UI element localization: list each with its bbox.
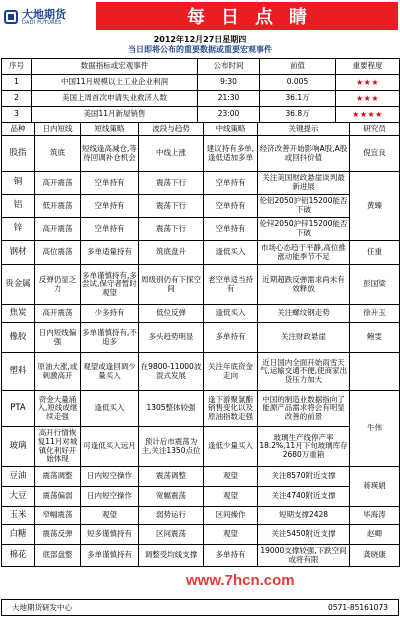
strategy-column-header: 中线策略 [204, 123, 258, 136]
mid-term-strategy: 空单持有 [204, 218, 258, 241]
analyst-name: 徐升玉 [350, 305, 400, 323]
intraday-outlook: 震荡反弹 [35, 525, 81, 545]
swing-trend: 筑底盘升 [139, 241, 204, 265]
macro-release-time: 23:00 [198, 107, 260, 123]
intraday-outlook: 资金大量涌入,短线或继续走强 [35, 391, 81, 427]
intraday-outlook: 高开震荡 [35, 305, 81, 323]
commodity-row [2, 467, 400, 487]
mid-term-strategy: 空单持有 [204, 195, 258, 218]
swing-trend: 区间震荡 [139, 525, 204, 545]
intraday-outlook: 高开震荡 [35, 172, 81, 195]
swing-trend: 震荡下行 [139, 172, 204, 195]
intraday-outlook: 高开震荡 [35, 218, 81, 241]
swing-trend: 1305整体较强 [139, 391, 204, 427]
mid-term-strategy: 逢低买入 [204, 305, 258, 323]
macro-header-row [2, 59, 400, 75]
macro-column-header: 公布时间 [198, 59, 260, 75]
macro-row [2, 107, 400, 123]
short-term-strategy: 观望 [81, 507, 139, 525]
report-date: 2012年12月27日星期四 [153, 35, 247, 44]
mid-term-strategy: 观望 [204, 487, 258, 507]
mid-term-strategy: 关注年底资金走向 [204, 353, 258, 391]
analyst-name: 鲍雯 [350, 323, 400, 353]
commodity-name: 大豆 [2, 487, 35, 507]
importance-stars: ★★★ [336, 91, 400, 107]
watermark-text: www.7hcn.com [186, 572, 295, 589]
mid-term-strategy: 观望 [204, 467, 258, 487]
key-tip: 近日国内全面开始雨雪天气,运输交通不便,使商家出货压力加大 [258, 353, 350, 391]
short-term-strategy: 逢低买入 [81, 391, 139, 427]
intraday-outlook: 窄幅震荡 [35, 507, 81, 525]
macro-event-name: 美国11月新屋销售 [32, 107, 198, 123]
mid-term-strategy: 区间操作 [204, 507, 258, 525]
short-term-strategy: 少多持有 [81, 305, 139, 323]
key-tip: 经济改善开始影响A股,A股或回抖价值 [258, 136, 350, 172]
strategy-column-header: 研究员 [350, 123, 400, 136]
key-tip: 关注财政悬崖 [258, 323, 350, 353]
swing-trend: 多头趋势明显 [139, 323, 204, 353]
macro-column-header: 数据指标或宏观事件 [32, 59, 198, 75]
short-term-strategy: 日内短空操作 [81, 467, 139, 487]
swing-trend: 弱势运行 [139, 507, 204, 525]
intraday-outlook: 高开行情恢复11月对城镇化利好开始体现 [35, 427, 81, 467]
swing-trend: 预计后市震荡为主,关注1350点位 [139, 427, 204, 467]
key-tip: 19000支撑较强,下跌空间或将有限 [258, 545, 350, 567]
key-tip: 关注5450附近支撑 [258, 525, 350, 545]
commodity-row [2, 195, 400, 218]
mid-term-strategy: 逢低少量买入 [204, 427, 258, 467]
macro-row-number: 2 [2, 91, 32, 107]
commodity-row [2, 136, 400, 172]
macro-row [2, 75, 400, 91]
swing-trend: 震荡下行 [139, 195, 204, 218]
key-tip: 短期支撑2428 [258, 507, 350, 525]
strategy-column-header: 品种 [2, 123, 35, 136]
macro-row-number: 3 [2, 107, 32, 123]
commodity-row [2, 305, 400, 323]
commodity-name: 棉花 [2, 545, 35, 567]
mid-term-strategy: 老空单适当持有 [204, 265, 258, 305]
macro-release-time: 9:30 [198, 75, 260, 91]
analyst-name: 龚晓康 [350, 545, 400, 567]
commodity-name: 钢材 [2, 241, 35, 265]
intraday-outlook: 低开震荡 [35, 195, 81, 218]
short-term-strategy: 空单持有 [81, 195, 139, 218]
intraday-outlook: 筑底 [35, 136, 81, 172]
macro-previous-value: 36.1万 [260, 91, 336, 107]
commodity-name: 玉米 [2, 507, 35, 525]
logo-mark-icon [4, 10, 18, 24]
company-logo [0, 1, 92, 33]
commodity-row [2, 241, 400, 265]
strategy-column-header: 波段与趋势 [139, 123, 204, 136]
intraday-outlook: 震荡调整 [35, 467, 81, 487]
mid-term-strategy: 逢低买入 [204, 241, 258, 265]
short-term-strategy: 多单谨慎持有 [81, 545, 139, 567]
commodity-name: 豆油 [2, 467, 35, 487]
report-title: 每日点睛 [187, 7, 323, 28]
mid-term-strategy: 多单持有 [204, 545, 258, 567]
strategy-column-header: 日内短线 [35, 123, 81, 136]
intraday-outlook: 原油大涨,或刺激高开 [35, 353, 81, 391]
swing-trend: 震荡下行 [139, 218, 204, 241]
commodity-name: 塑料 [2, 353, 35, 391]
analyst-name: 倪宜良 [350, 136, 400, 172]
commodity-name: 橡胶 [2, 323, 35, 353]
macro-event-name: 中国11月规模以上工业企业利润 [32, 75, 198, 91]
commodity-name: 铜 [2, 172, 35, 195]
macro-section-title: 当日即将公布的重要数据或重要宏观事件 [128, 45, 272, 54]
analyst-name: 牛伟 [350, 391, 400, 467]
mid-term-strategy: 观望 [204, 525, 258, 545]
intraday-outlook: 震荡偏弱 [35, 487, 81, 507]
macro-events-table [1, 58, 400, 123]
commodity-row [2, 218, 400, 241]
intraday-outlook: 高位震荡 [35, 241, 81, 265]
short-term-strategy: 短多谨慎持有 [81, 525, 139, 545]
macro-row-number: 1 [2, 75, 32, 91]
commodity-strategy-table [1, 122, 400, 567]
intraday-outlook: 日内短线偏强 [35, 323, 81, 353]
logo-name-en: DADI FUTURES [22, 19, 62, 26]
analyst-name: 彭国梁 [350, 265, 400, 305]
importance-stars: ★★★ [336, 75, 400, 91]
intraday-outlook: 底部盘整 [35, 545, 81, 567]
strategy-header-row [2, 123, 400, 136]
macro-previous-value: 0.005 [260, 75, 336, 91]
footer-phone: 0571-85161073 [328, 603, 388, 612]
commodity-row [2, 507, 400, 525]
commodity-name: 玻璃 [2, 427, 35, 467]
commodity-row [2, 545, 400, 567]
macro-event-name: 美国上周首次申请失业救济人数 [32, 91, 198, 107]
mid-term-strategy: 空单持有 [204, 172, 258, 195]
report-header [0, 0, 400, 34]
macro-column-header: 序号 [2, 59, 32, 75]
mid-term-strategy: 多单持有 [204, 323, 258, 353]
key-tip: 市场心态趋于平静,高位推涨动能季节不足 [258, 241, 350, 265]
key-tip: 玻璃生产线停产率18.2%,11月下旬玻璃库存2680万重箱 [258, 427, 350, 467]
macro-release-time: 21:30 [198, 91, 260, 107]
swing-trend: 宽幅震荡 [139, 487, 204, 507]
swing-trend: 中线上涨 [139, 136, 204, 172]
importance-stars: ★★★★ [336, 107, 400, 123]
commodity-row [2, 265, 400, 305]
short-term-strategy: 空单持有 [81, 218, 139, 241]
short-term-strategy: 多单谨慎持有,多尝试,保守者暂时观望 [81, 265, 139, 305]
key-tip: 伦铝2050沪铝15200能否下破 [258, 195, 350, 218]
short-term-strategy: 空单持有 [81, 172, 139, 195]
swing-trend: 周级别仍有下探空间 [139, 265, 204, 305]
swing-trend: 调整受均线支撑 [139, 545, 204, 567]
short-term-strategy: 观望或逢回调少量买入 [81, 353, 139, 391]
analyst-name: 任重 [350, 241, 400, 265]
swing-trend: 在9800-11000波混式发展 [139, 353, 204, 391]
short-term-strategy: 多单适量持有 [81, 241, 139, 265]
intraday-outlook: 反弹仍显乏力 [35, 265, 81, 305]
commodity-row [2, 427, 400, 467]
commodity-name: 白糖 [2, 525, 35, 545]
key-tip: 中国的制造业数据指向了能源产品需求将会有明显改善的前景 [258, 391, 350, 427]
analyst-name [350, 353, 400, 391]
commodity-row [2, 353, 400, 391]
commodity-row [2, 323, 400, 353]
mid-term-strategy: 逢下游聚氯酯销售变化以及原油指数走强 [204, 391, 258, 427]
commodity-row [2, 525, 400, 545]
short-term-strategy: 短线逢高减仓,等待回调补仓机会 [81, 136, 139, 172]
key-tip: 关注4740附近支撑 [258, 487, 350, 507]
swing-trend: 低位反弹 [139, 305, 204, 323]
commodity-name: 贵金属 [2, 265, 35, 305]
strategy-column-header: 短线策略 [81, 123, 139, 136]
title-banner [96, 2, 398, 30]
report-footer [1, 599, 399, 616]
macro-column-header: 重要程度 [336, 59, 400, 75]
key-tip: 关注螺纹钢走势 [258, 305, 350, 323]
commodity-name: 股指 [2, 136, 35, 172]
strategy-column-header: 关键提示 [258, 123, 350, 136]
macro-previous-value: 36.8万 [260, 107, 336, 123]
analyst-name: 黄臻 [350, 172, 400, 241]
commodity-name: 焦炭 [2, 305, 35, 323]
commodity-name: 铝 [2, 195, 35, 218]
logo-name-cn: 大地期货 [22, 7, 66, 21]
key-tip: 关注美国财政悬崖谈判最新进展 [258, 172, 350, 195]
commodity-row [2, 487, 400, 507]
analyst-name: 毕海涛 [350, 507, 400, 525]
commodity-row [2, 391, 400, 427]
footer-company: 大地期货研发中心 [12, 603, 72, 612]
analyst-name: 赵卿 [350, 525, 400, 545]
swing-trend: 震荡调整 [139, 467, 204, 487]
key-tip: 关注8570附近支撑 [258, 467, 350, 487]
macro-row [2, 91, 400, 107]
analyst-name: 蒋瑛娟 [350, 467, 400, 507]
macro-column-header: 前值 [260, 59, 336, 75]
short-term-strategy: 多单谨慎持有,不追多 [81, 323, 139, 353]
commodity-row [2, 172, 400, 195]
commodity-name: PTA [2, 391, 35, 427]
key-tip: 近期超跌反弹需求尚未有效释放 [258, 265, 350, 305]
mid-term-strategy: 建议持有多单,逢低适加多单 [204, 136, 258, 172]
short-term-strategy: 日内短空操作 [81, 487, 139, 507]
commodity-name: 锌 [2, 218, 35, 241]
key-tip: 伦锌2050沪锌15200能否下破 [258, 218, 350, 241]
short-term-strategy: 可逢低买入远月 [81, 427, 139, 467]
